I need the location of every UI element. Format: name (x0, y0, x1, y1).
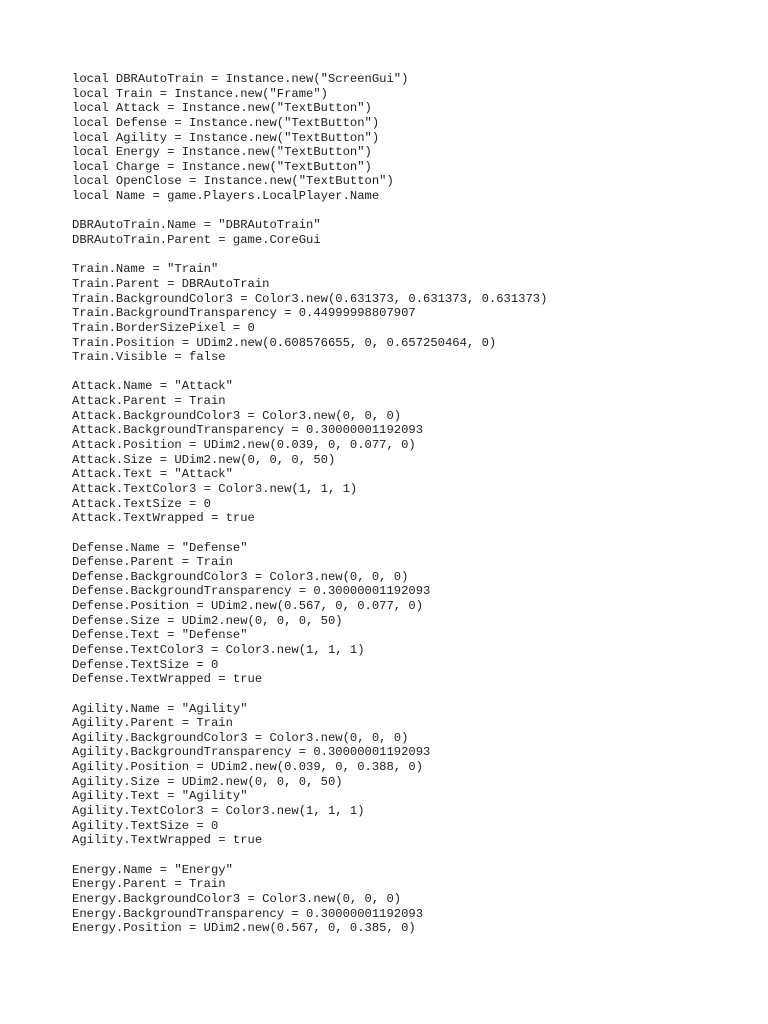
code-line: local OpenClose = Instance.new("TextButton") (72, 174, 394, 189)
code-block (72, 702, 752, 848)
code-line: Attack.Text = "Attack" (72, 467, 233, 482)
code-line: Attack.BackgroundColor3 = Color3.new(0, 0, 0) (72, 408, 402, 423)
code-block (72, 863, 752, 936)
code-line: Defense.TextColor3 = Color3.new(1, 1, 1) (72, 642, 365, 657)
code-line: Train.BorderSizePixel = 0 (72, 320, 255, 335)
code-block (72, 541, 752, 687)
code-line: Agility.TextSize = 0 (72, 818, 219, 833)
code-line: Agility.TextColor3 = Color3.new(1, 1, 1) (72, 804, 365, 819)
code-line: Defense.Name = "Defense" (72, 540, 248, 555)
code-line: Agility.Position = UDim2.new(0.039, 0, 0.388, 0) (72, 760, 424, 775)
code-line: local Charge = Instance.new("TextButton") (72, 159, 372, 174)
code-line: Agility.BackgroundTransparency = 0.30000001192093 (72, 745, 431, 760)
code-line: DBRAutoTrain.Name = "DBRAutoTrain" (72, 218, 321, 233)
code-line: Defense.Position = UDim2.new(0.567, 0, 0.077, 0) (72, 599, 424, 614)
code-line: Train.Position = UDim2.new(0.608576655, 0, 0.657250464, 0) (72, 335, 497, 350)
code-line: Attack.TextWrapped = true (72, 511, 255, 526)
code-line: DBRAutoTrain.Parent = game.CoreGui (72, 233, 321, 248)
code-line: Agility.Parent = Train (72, 716, 233, 731)
code-line: Agility.Size = UDim2.new(0, 0, 0, 50) (72, 774, 343, 789)
code-block (72, 262, 752, 364)
code-line: Energy.Position = UDim2.new(0.567, 0, 0.385, 0) (72, 921, 416, 936)
code-line: Attack.Size = UDim2.new(0, 0, 0, 50) (72, 452, 336, 467)
code-line: Train.Visible = false (72, 350, 226, 365)
code-listing (72, 72, 752, 950)
code-line: Defense.Size = UDim2.new(0, 0, 0, 50) (72, 613, 343, 628)
code-line: Agility.TextWrapped = true (72, 833, 263, 848)
code-line: Energy.Name = "Energy" (72, 862, 233, 877)
code-line: Agility.BackgroundColor3 = Color3.new(0, 0, 0) (72, 730, 409, 745)
code-line: Energy.BackgroundTransparency = 0.30000001192093 (72, 906, 424, 921)
code-line: Defense.BackgroundColor3 = Color3.new(0, 0, 0) (72, 569, 409, 584)
code-line: Train.Parent = DBRAutoTrain (72, 276, 270, 291)
code-line: Attack.Position = UDim2.new(0.039, 0, 0.077, 0) (72, 438, 416, 453)
code-line: Attack.Parent = Train (72, 394, 226, 409)
code-line: Defense.TextSize = 0 (72, 657, 219, 672)
code-line: Defense.BackgroundTransparency = 0.30000001192093 (72, 584, 431, 599)
code-line: Train.BackgroundTransparency = 0.44999998807907 (72, 306, 416, 321)
code-block (72, 72, 752, 204)
code-line: Energy.Parent = Train (72, 877, 226, 892)
code-line: Defense.Parent = Train (72, 555, 233, 570)
code-line: Attack.Name = "Attack" (72, 379, 233, 394)
code-line: Train.Name = "Train" (72, 262, 219, 277)
code-line: Attack.BackgroundTransparency = 0.30000001192093 (72, 423, 424, 438)
code-line: Attack.TextColor3 = Color3.new(1, 1, 1) (72, 481, 358, 496)
code-block (72, 379, 752, 525)
code-line: Energy.BackgroundColor3 = Color3.new(0, 0, 0) (72, 891, 402, 906)
code-line: local Train = Instance.new("Frame") (72, 86, 328, 101)
code-line: local DBRAutoTrain = Instance.new("ScreenGui") (72, 72, 409, 86)
code-line: local Attack = Instance.new("TextButton") (72, 101, 372, 116)
code-line: Agility.Text = "Agility" (72, 789, 248, 804)
code-line: Defense.Text = "Defense" (72, 628, 248, 643)
code-line: Train.BackgroundColor3 = Color3.new(0.631373, 0.631373, 0.631373) (72, 291, 548, 306)
code-line: Defense.TextWrapped = true (72, 672, 263, 687)
code-line: Attack.TextSize = 0 (72, 496, 211, 511)
code-line: local Agility = Instance.new("TextButton") (72, 130, 380, 145)
code-line: Agility.Name = "Agility" (72, 701, 248, 716)
code-block (72, 218, 752, 247)
code-line: local Name = game.Players.LocalPlayer.Name (72, 189, 380, 204)
code-line: local Defense = Instance.new("TextButton") (72, 115, 380, 130)
code-line: local Energy = Instance.new("TextButton") (72, 145, 372, 160)
